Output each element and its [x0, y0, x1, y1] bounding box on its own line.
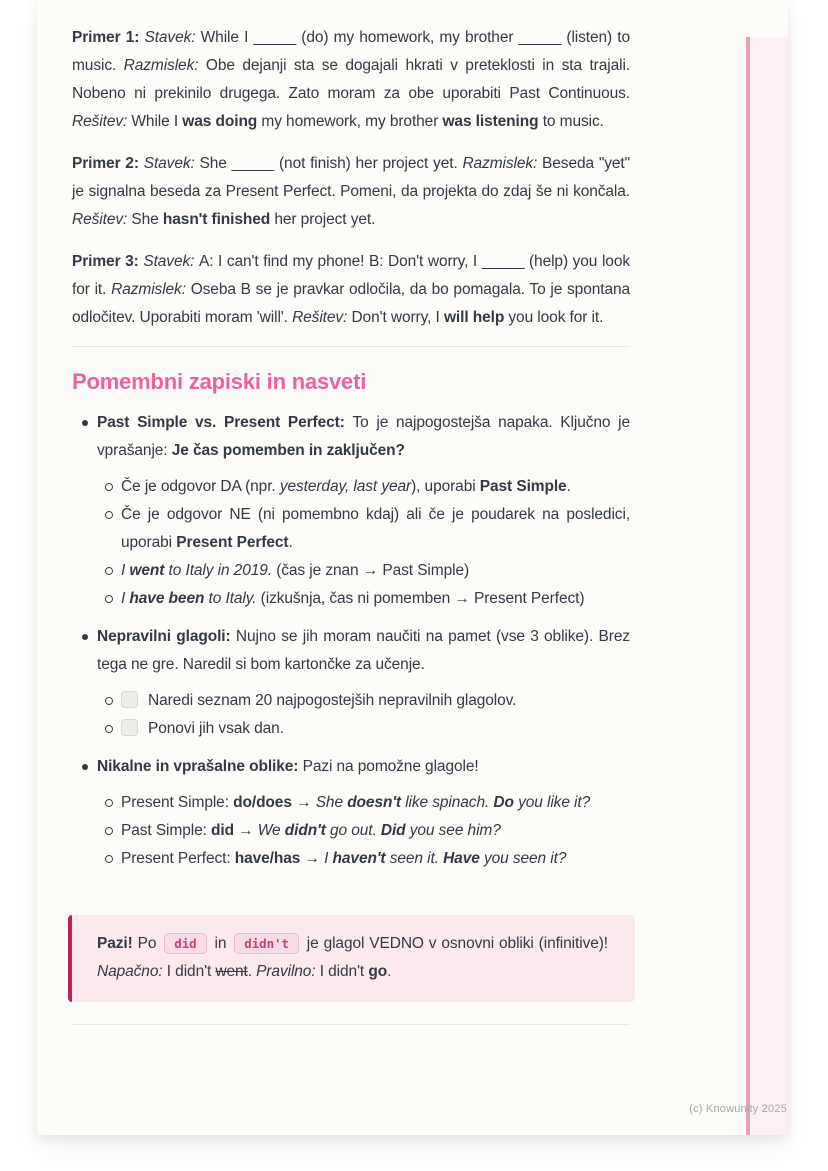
sub-note-list — [97, 789, 630, 873]
sub-note-item: Naredi seznam 20 najpogostejših nepravilnih glagolov. — [97, 687, 630, 715]
circle-bullet-icon — [105, 567, 113, 575]
notes-list — [72, 409, 630, 873]
note-item — [72, 409, 630, 613]
circle-bullet-icon — [105, 697, 113, 705]
sub-note-item: Past Simple: did → We didn't go out. Did you see him? — [97, 817, 630, 845]
circle-bullet-icon — [105, 511, 113, 519]
document-page — [37, 0, 788, 1135]
example-3-paragraph: Primer 3: Stavek: A: I can't find my phone! B: Don't worry, I _____ (help) you look for it. Razmislek: Oseba B se je pravkar odločila, da bo pomagala. To je spontana odločitev. Uporabiti moram 'will'. Rešitev: Don't worry, I will help you look for it. — [72, 253, 631, 326]
note-item — [72, 753, 630, 873]
section-divider-bottom — [72, 1024, 630, 1025]
sub-note-item: Če je odgovor NE (ni pomembno kdaj) ali če je poudarek na posledici, uporabi Present Perfect. — [97, 501, 630, 557]
example-2-paragraph: Primer 2: Stavek: She _____ (not finish) her project yet. Razmislek: Beseda "yet" je signalna beseda za Present Perfect. Pomeni, da projekta do zdaj še ni končala. Rešitev: She hasn't finished her project yet. — [72, 155, 630, 228]
sub-note-item: Present Perfect: have/has → I haven't seen it. Have you seen it? — [97, 845, 630, 873]
circle-bullet-icon — [105, 827, 113, 835]
sub-note-list — [97, 473, 630, 613]
notes-heading: Pomembni zapiski in nasveti — [72, 369, 367, 394]
watermark: (c) Knowunity 2025 — [689, 1103, 787, 1115]
sub-note-item: Ponovi jih vsak dan. — [97, 715, 630, 743]
todo-checkbox[interactable] — [121, 691, 138, 708]
note-item-text: Past Simple vs. Present Perfect: To je najpogostejša napaka. Ključno je vprašanje: Je čas pomemben in zaključen? — [97, 414, 630, 459]
sub-note-list — [97, 687, 630, 743]
circle-bullet-icon — [105, 483, 113, 491]
page-edge-pink-line — [746, 37, 750, 1135]
sub-note-item: Present Simple: do/does → She doesn't like spinach. Do you like it? — [97, 789, 630, 817]
page-edge-pink-strip — [750, 37, 788, 1135]
bullet-icon — [82, 764, 88, 770]
note-item-text: Nepravilni glagoli: Nujno se jih moram naučiti na pamet (vse 3 oblike). Brez tega ne gre. Naredil si bom kartončke za učenje. — [97, 628, 630, 673]
callout-box: Pazi! Po did in didn't je glagol VEDNO v osnovni obliki (infinitive)! Napačno: I didn't went. Pravilno: I didn't go. — [68, 915, 635, 1002]
circle-bullet-icon — [105, 799, 113, 807]
circle-bullet-icon — [105, 725, 113, 733]
sub-note-item: Če je odgovor DA (npr. yesterday, last year), uporabi Past Simple. — [97, 473, 630, 501]
document-content — [37, 0, 630, 1025]
note-item-text: Nikalne in vprašalne oblike: Pazi na pomožne glagole! — [97, 758, 479, 775]
section-divider-top — [72, 346, 630, 347]
circle-bullet-icon — [105, 855, 113, 863]
inline-code-chip: did — [164, 933, 206, 954]
todo-checkbox[interactable] — [121, 719, 138, 736]
sub-note-item: I have been to Italy. (izkušnja, čas ni pomemben → Present Perfect) — [97, 585, 630, 613]
bullet-icon — [82, 634, 88, 640]
sub-note-item: I went to Italy in 2019. (čas je znan → Past Simple) — [97, 557, 630, 585]
circle-bullet-icon — [105, 595, 113, 603]
note-item — [72, 623, 630, 743]
inline-code-chip: didn't — [234, 933, 299, 954]
example-1-paragraph: Primer 1: Stavek: While I _____ (do) my homework, my brother _____ (listen) to music. Razmislek: Obe dejanji sta se dogajali hkrati v preteklosti in sta trajali. Nobeno ni prekinilo drugega. Zato moram za obe uporabiti Past Continuous. Rešitev: While I was doing my homework, my brother was listening to music. — [72, 29, 631, 130]
bullet-icon — [82, 420, 88, 426]
